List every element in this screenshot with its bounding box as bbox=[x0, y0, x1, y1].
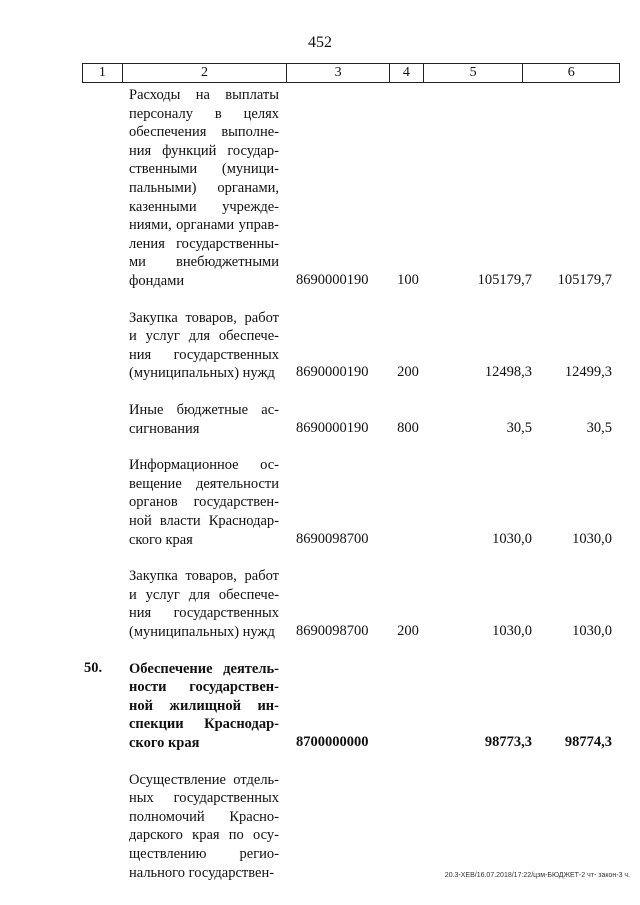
row-code: 8700000000 bbox=[296, 733, 369, 750]
description-line: Расходы на выплаты bbox=[129, 87, 279, 103]
header-col-3: 3 bbox=[287, 64, 390, 82]
row-code: 8690000190 bbox=[296, 272, 369, 288]
description-line: казенными учрежде- bbox=[129, 198, 279, 215]
row-value-col5: 105179,7 bbox=[477, 272, 532, 288]
table-row bbox=[82, 771, 620, 883]
row-description bbox=[129, 86, 279, 291]
description-line: (муниципальных) нужд bbox=[129, 365, 275, 382]
row-expense-type: 100 bbox=[397, 272, 419, 288]
description-line: персоналу в целях bbox=[129, 105, 279, 122]
table-row bbox=[82, 86, 620, 291]
header-col-1: 1 bbox=[83, 64, 123, 82]
header-col-4: 4 bbox=[390, 64, 424, 82]
description-line: дарского края по осу- bbox=[129, 827, 279, 844]
row-description bbox=[129, 660, 279, 753]
table-row bbox=[82, 456, 620, 549]
row-expense-type: 200 bbox=[397, 364, 419, 381]
description-line: Иные бюджетные ас- bbox=[129, 402, 279, 418]
description-line: ми внебюджетными bbox=[129, 254, 279, 271]
description-line: ления государственны- bbox=[129, 235, 279, 252]
description-line: ского края bbox=[129, 734, 200, 751]
row-code: 8690000190 bbox=[296, 364, 369, 381]
description-line: и услуг для обеспече- bbox=[129, 328, 279, 345]
description-line: ственными (муници- bbox=[129, 161, 279, 178]
description-line: Закупка товаров, работ bbox=[129, 568, 279, 585]
header-col-5: 5 bbox=[424, 64, 524, 82]
row-value-col6: 105179,7 bbox=[557, 272, 612, 288]
row-value-col5: 12498,3 bbox=[484, 364, 532, 381]
row-code: 8690098700 bbox=[296, 530, 369, 547]
row-description bbox=[129, 567, 279, 641]
description-line: сигнования bbox=[129, 420, 200, 437]
description-line: ния функций государ- bbox=[129, 142, 279, 159]
description-line: и услуг для обеспече- bbox=[129, 586, 279, 603]
row-value-col6: 30,5 bbox=[586, 419, 612, 436]
row-code: 8690098700 bbox=[296, 622, 369, 639]
description-line: ности государствен- bbox=[129, 679, 279, 696]
row-value-col5: 1030,0 bbox=[492, 530, 532, 547]
row-value-col6: 1030,0 bbox=[572, 622, 612, 639]
header-col-6: 6 bbox=[567, 65, 575, 80]
description-line: Осуществление отдель- bbox=[129, 771, 279, 788]
description-line: ского края bbox=[129, 531, 193, 548]
description-line: вещение деятельности bbox=[129, 475, 279, 492]
row-description bbox=[129, 771, 279, 883]
row-expense-type: 800 bbox=[397, 419, 419, 436]
description-line: ществлению регио- bbox=[129, 845, 279, 862]
table-header bbox=[82, 63, 620, 83]
row-value-col6: 98774,3 bbox=[564, 733, 612, 750]
table-row bbox=[82, 660, 620, 753]
description-line: спекции Краснодар- bbox=[129, 716, 279, 733]
description-line: ния государственных bbox=[129, 346, 279, 363]
row-description bbox=[129, 456, 279, 549]
description-line: ния государственных bbox=[129, 605, 279, 622]
row-value-col6: 1030,0 bbox=[572, 530, 612, 547]
description-line: фондами bbox=[129, 272, 185, 289]
page-number: 452 bbox=[308, 34, 332, 51]
description-line: ной жилищной ин- bbox=[129, 697, 279, 714]
table-row bbox=[82, 567, 620, 641]
row-value-col6: 12499,3 bbox=[564, 364, 612, 381]
description-line: Закупка товаров, работ bbox=[129, 309, 279, 326]
description-line: обеспечения выполне- bbox=[129, 124, 279, 141]
description-line: Обеспечение деятель- bbox=[129, 660, 279, 677]
row-value-col5: 30,5 bbox=[506, 419, 532, 436]
row-value-col5: 1030,0 bbox=[492, 622, 532, 639]
table-row bbox=[82, 309, 620, 383]
description-line: нального государствен- bbox=[129, 864, 275, 881]
table-row bbox=[82, 401, 620, 438]
row-value-col5: 98773,3 bbox=[484, 733, 532, 750]
header-col-2: 2 bbox=[123, 64, 287, 82]
row-number: 50. bbox=[84, 659, 103, 676]
row-code: 8690000190 bbox=[296, 419, 369, 436]
description-line: (муниципальных) нужд bbox=[129, 623, 275, 640]
row-description bbox=[129, 309, 279, 383]
description-line: полномочий Красно- bbox=[129, 808, 279, 825]
row-description bbox=[129, 401, 279, 438]
description-line: Информационное ос- bbox=[129, 457, 279, 474]
footer-stamp: 20.3-ХЕВ/16.07.2018/17:22/цзм-БЮДЖЕТ-2 чт- закон-3 ч. bbox=[444, 872, 630, 879]
description-line: органов государствен- bbox=[129, 494, 279, 511]
row-expense-type: 200 bbox=[397, 622, 419, 639]
description-line: пальными) органами, bbox=[129, 179, 279, 196]
description-line: ной власти Краснодар- bbox=[129, 512, 279, 529]
description-line: ниями, органами управ- bbox=[129, 217, 279, 234]
description-line: ных государственных bbox=[129, 790, 279, 807]
